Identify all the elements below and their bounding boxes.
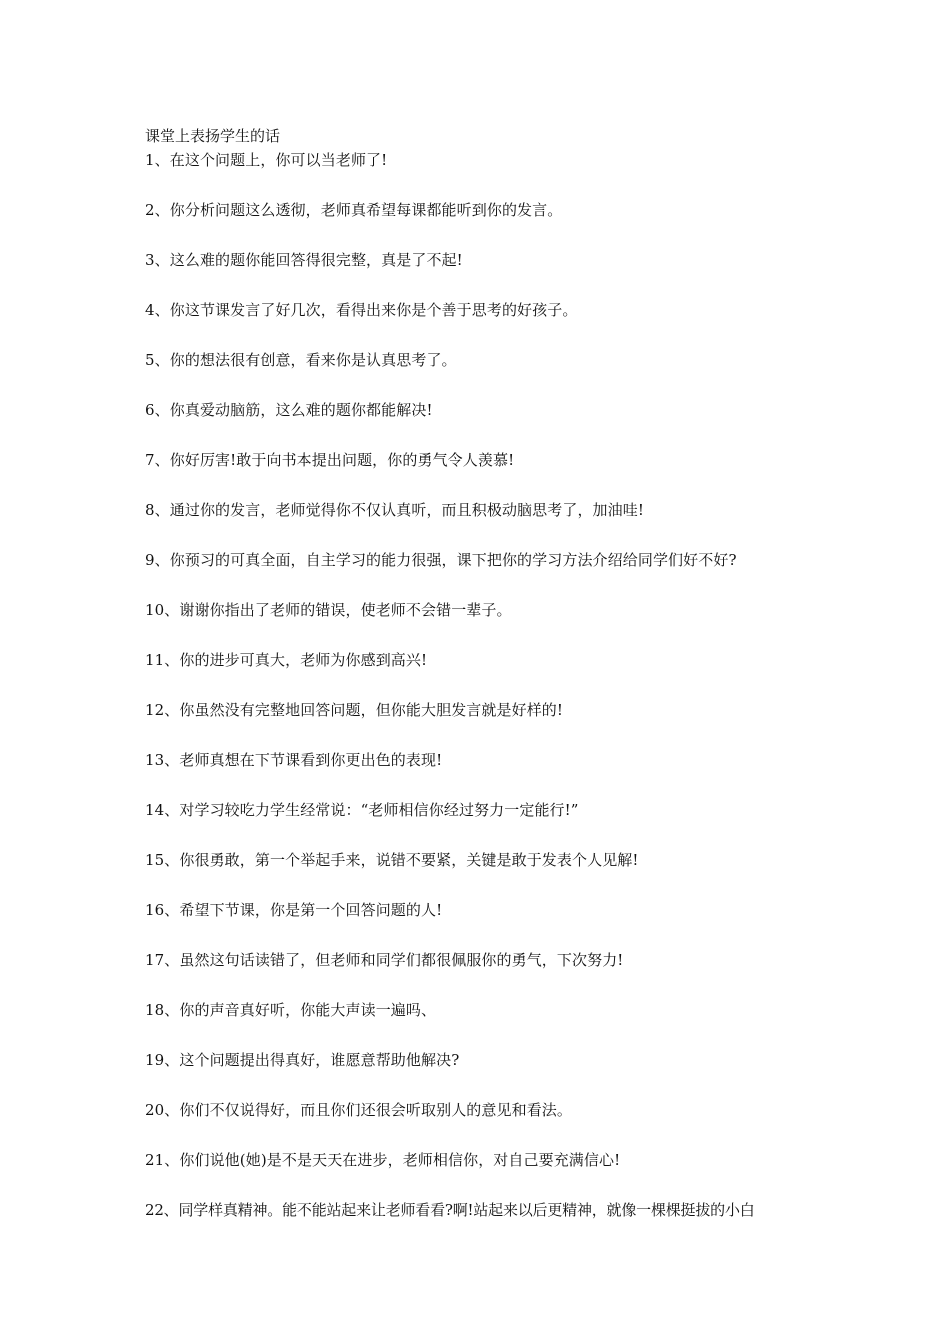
list-item: 15、你很勇敢，第一个举起手来，说错不要紧，关键是敢于发表个人见解! (145, 851, 639, 869)
list-item: 12、你虽然没有完整地回答问题，但你能大胆发言就是好样的! (145, 701, 564, 719)
list-item: 10、谢谢你指出了老师的错误，使老师不会错一辈子。 (145, 601, 512, 619)
list-item: 1、在这个问题上，你可以当老师了! (145, 151, 388, 169)
document-body (145, 124, 825, 1248)
list-item: 2、你分析问题这么透彻，老师真希望每课都能听到你的发言。 (145, 201, 563, 219)
list-item: 22、同学样真精神。能不能站起来让老师看看?啊!站起来以后更精神，就像一棵棵挺拔的小白 (145, 1201, 755, 1219)
list-item: 21、你们说他(她)是不是天天在进步，老师相信你，对自己要充满信心! (145, 1151, 621, 1169)
list-item: 3、这么难的题你能回答得很完整，真是了不起! (145, 251, 463, 269)
document-title: 课堂上表扬学生的话 (145, 127, 281, 145)
list-item: 18、你的声音真好听，你能大声读一遍吗、 (145, 1001, 437, 1019)
list-item: 20、你们不仅说得好，而且你们还很会听取别人的意见和看法。 (145, 1101, 572, 1119)
list-item: 6、你真爱动脑筋，这么难的题你都能解决! (145, 401, 433, 419)
list-item: 5、你的想法很有创意，看来你是认真思考了。 (145, 351, 457, 369)
list-item: 9、你预习的可真全面，自主学习的能力很强，课下把你的学习方法介绍给同学们好不好? (145, 551, 737, 569)
praise-list (145, 148, 825, 1222)
list-item: 16、希望下节课，你是第一个回答问题的人! (145, 901, 443, 919)
list-item: 19、这个问题提出得真好，谁愿意帮助他解决? (145, 1051, 460, 1069)
list-item: 17、虽然这句话读错了，但老师和同学们都很佩服你的勇气，下次努力! (145, 951, 624, 969)
list-item: 14、对学习较吃力学生经常说：“老师相信你经过努力一定能行!” (145, 801, 579, 819)
list-item: 4、你这节课发言了好几次，看得出来你是个善于思考的好孩子。 (145, 301, 578, 319)
list-item: 7、你好厉害!敢于向书本提出问题，你的勇气令人羡慕! (145, 451, 515, 469)
list-item: 11、你的进步可真大，老师为你感到高兴! (145, 651, 428, 669)
list-item: 8、通过你的发言，老师觉得你不仅认真听，而且积极动脑思考了，加油哇! (145, 501, 644, 519)
list-item: 13、老师真想在下节课看到你更出色的表现! (145, 751, 443, 769)
